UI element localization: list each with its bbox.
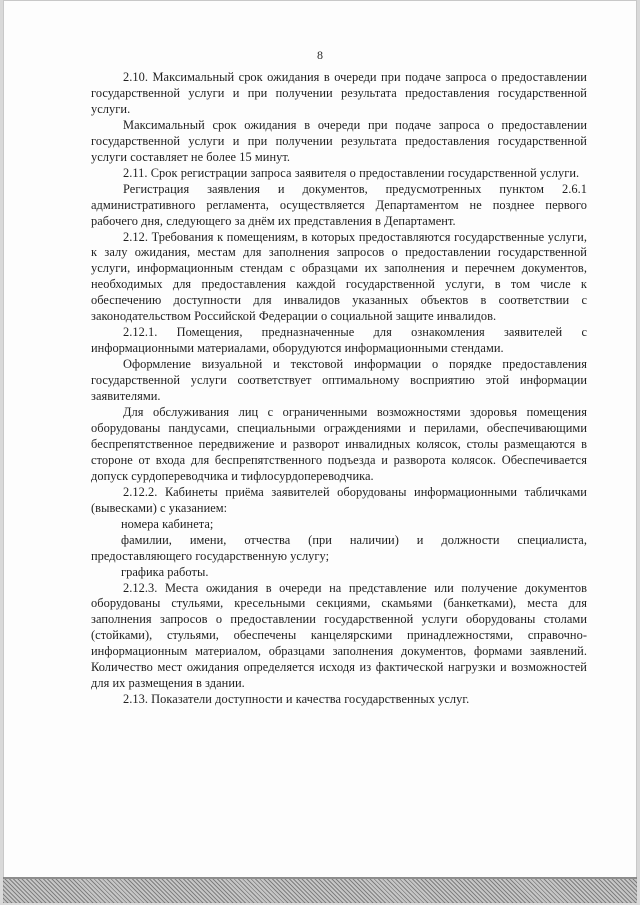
paragraph-2-10: 2.10. Максимальный срок ожидания в очереди при подаче запроса о предоставлении государственной услуги и при получении результата предоставления государственной услуги. [91, 70, 587, 116]
paragraph-2-12-3: 2.12.3. Места ожидания в очереди на представление или получение документов оборудованы стульями, кресельными секциями, скамьями (банкетками), места для заполнения запросов о предоставлении государственной услуги оборудованы столами (стойками), стульями, обеспечены канцелярскими принадлежностями, справочно-информационным материалом, образцами заполнения документов, формами заявлений. Количество мест ожидания определяется исходя из фактической нагрузки и возможностей для их размещения в здании. [91, 580, 587, 691]
paragraph-2-13: 2.13. Показатели доступности и качества государственных услуг. [123, 692, 470, 707]
paragraph-2-11: 2.11. Срок регистрации запроса заявителя о предоставлении государственной услуги. [123, 165, 580, 180]
paragraph-2-12: 2.12. Требования к помещениям, в которых предоставляются государственные услуги, к залу ожидания, местам для заполнения запросов о предоставлении государственной услуги, информационным стендам с образцами их заполнения и перечнем документов, необходимых для предоставления каждой государственной услуги, в том числе к обеспечению доступности для инвалидов указанных объектов в соответствии с законодательством Российской Федерации о социальной защите инвалидов. [91, 229, 587, 324]
list-item-room-number: номера кабинета; [121, 516, 214, 531]
paragraph-2-12-2: 2.12.2. Кабинеты приёма заявителей оборудованы информационными табличками (вывесками) с указанием: [91, 484, 587, 515]
page-number: 8 [317, 48, 323, 62]
list-item-schedule: графика работы. [121, 564, 209, 579]
list-item-specialist-name: фамилии, имени, отчества (при наличии) и должности специалиста, предоставляющего государственную услугу; [91, 532, 587, 563]
paragraph-2-12-1: 2.12.1. Помещения, предназначенные для ознакомления заявителей с информационными материалами, оборудуются информационными стендами. [91, 325, 587, 356]
paragraph-max-wait-time: Максимальный срок ожидания в очереди при подаче запроса о предоставлении государственной услуги и при получении результата предоставления государственной услуги составляет не более 15 минут. [91, 117, 587, 164]
document-body [91, 70, 587, 708]
scan-bottom-edge [3, 877, 637, 903]
paragraph-visual-info: Оформление визуальной и текстовой информации о порядке предоставления государственной услуги соответствует оптимальному восприятию этой информации заявителями. [91, 357, 587, 404]
paragraph-accessibility: Для обслуживания лиц с ограниченными возможностями здоровья помещения оборудованы пандусами, специальными ограждениями и перилами, обеспечивающими беспрепятственное передвижение и разворот инвалидных колясок, столы размещаются в стороне от входа для беспрепятственного подъезда и разворота колясок. Обеспечивается допуск сурдопереводчика и тифлосурдопереводчика. [91, 405, 587, 483]
paragraph-registration: Регистрация заявления и документов, предусмотренных пунктом 2.6.1 административного регламента, осуществляется Департаментом не позднее первого рабочего дня, следующего за днём их представления в Департамент. [91, 181, 587, 228]
document-page [3, 0, 637, 903]
